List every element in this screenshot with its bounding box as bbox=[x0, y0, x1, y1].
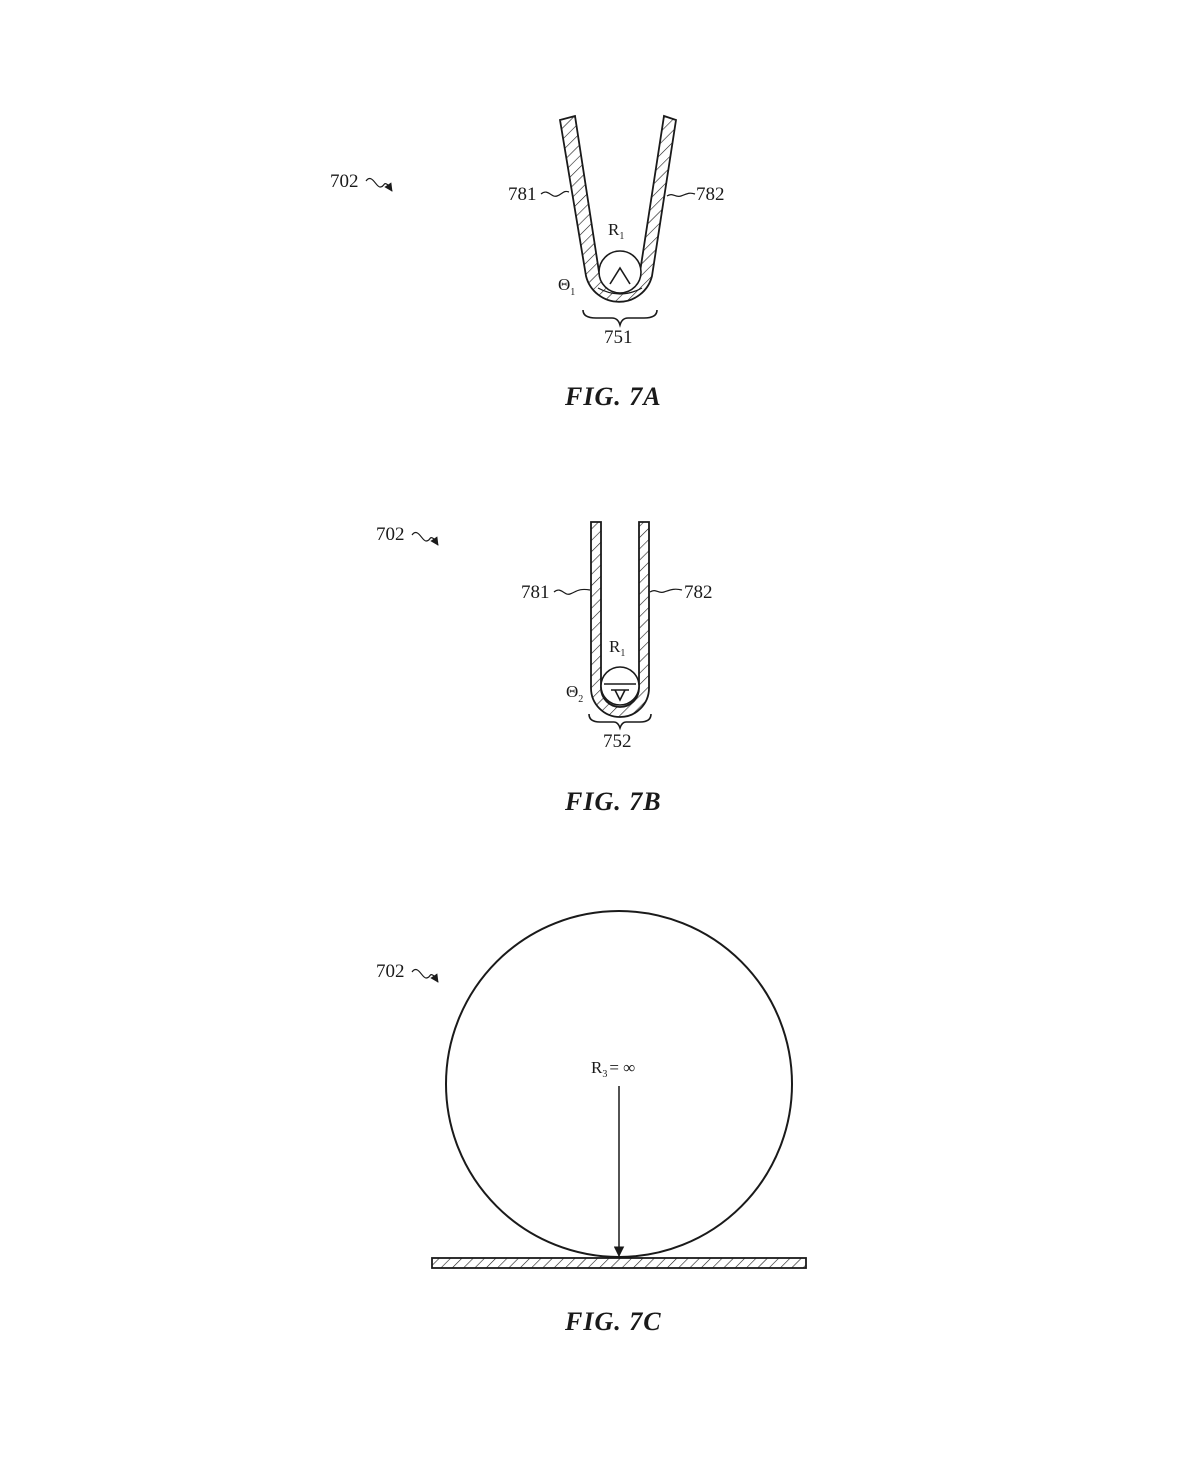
ref-label-702-c: 702 bbox=[376, 961, 405, 982]
figure-7a bbox=[330, 116, 725, 411]
leader-782-b bbox=[650, 589, 682, 592]
radius-label-7a: $R_1$ bbox=[608, 220, 625, 242]
leader-782-a bbox=[667, 193, 695, 196]
ref-label-751: 751 bbox=[604, 327, 633, 348]
figure-7b bbox=[376, 522, 713, 816]
leader-781-b bbox=[554, 589, 590, 594]
caption-fig-7c: FIG. 7C bbox=[565, 1307, 662, 1336]
ref-label-702-b: 702 bbox=[376, 524, 405, 545]
ref-label-781-a: 781 bbox=[508, 184, 537, 205]
leader-arrow-702-c bbox=[412, 970, 438, 982]
ref-label-782-a: 782 bbox=[696, 184, 725, 205]
angle-label-7a: $\Theta_1$ bbox=[558, 275, 576, 298]
figure-7c bbox=[376, 911, 806, 1336]
ref-label-781-b: 781 bbox=[521, 582, 550, 603]
leader-arrow-702-b bbox=[412, 533, 438, 545]
brace-751 bbox=[583, 310, 657, 325]
ref-label-702-a: 702 bbox=[330, 171, 359, 192]
leader-781-a bbox=[541, 191, 569, 196]
flat-strap-7c bbox=[432, 1258, 806, 1268]
radius-label-7b: $R_1$ bbox=[609, 637, 626, 659]
angle-label-7b: $\Theta_2$ bbox=[566, 682, 584, 705]
bend-radius-circle-7a bbox=[599, 251, 641, 293]
ref-label-782-b: 782 bbox=[684, 582, 713, 603]
ref-label-752: 752 bbox=[603, 731, 632, 752]
leader-arrow-702-a bbox=[366, 179, 392, 191]
radius-label-7c: $R_3$ = ∞ bbox=[591, 1058, 636, 1080]
caption-fig-7a: FIG. 7A bbox=[565, 382, 662, 411]
caption-fig-7b: FIG. 7B bbox=[565, 787, 662, 816]
